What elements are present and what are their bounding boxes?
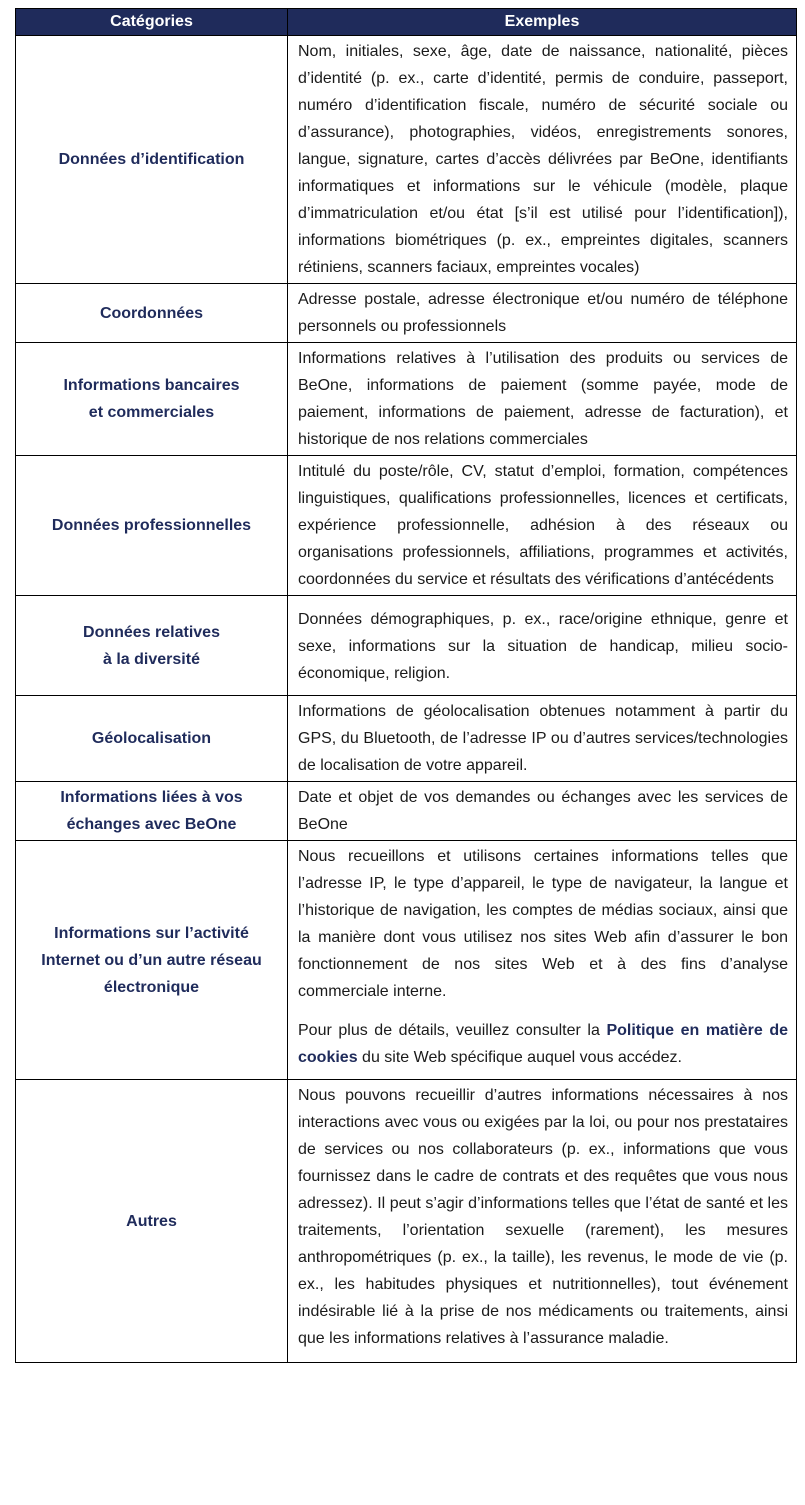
table-row	[16, 841, 797, 1080]
example-cell: Données démographiques, p. ex., race/origine ethnique, genre et sexe, informations sur la situation de handicap, milieu socio-économique, religion.	[288, 596, 797, 696]
header-examples: Exemples	[288, 9, 797, 36]
example-cell: Adresse postale, adresse électronique et/ou numéro de téléphone personnels ou professionnels	[288, 284, 797, 343]
header-categories: Catégories	[16, 9, 288, 36]
table-row	[16, 596, 797, 696]
category-line: à la diversité	[103, 650, 200, 668]
example-paragraph	[298, 1017, 788, 1071]
table-row	[16, 343, 797, 456]
category-cell	[16, 596, 288, 696]
paragraph-text: du site Web spécifique auquel vous accédez.	[357, 1049, 682, 1066]
category-line: Informations sur l’activité	[54, 924, 249, 942]
cookie-policy-link[interactable]: Politique en matière de cookies	[298, 1022, 788, 1066]
category-cell	[16, 343, 288, 456]
category-cell: Autres	[16, 1080, 288, 1363]
category-line: et commerciales	[88, 404, 215, 421]
table-row	[16, 1080, 797, 1363]
category-cell: Données professionnelles	[16, 456, 288, 596]
category-line: électronique	[103, 978, 200, 996]
example-cell: Informations relatives à l’utilisation des produits ou services de BeOne, informations de paiement (somme payée, mode de paiement, informations de paiement, adresse de facturation), et historique de nos relations commerciales	[288, 343, 797, 456]
category-cell: Coordonnées	[16, 284, 288, 343]
example-cell: Nom, initiales, sexe, âge, date de naissance, nationalité, pièces d’identité (p. ex., carte d’identité, permis de conduire, passeport, numéro d’identification fiscale, numéro de sécurité sociale ou d’assurance), photographies, vidéos, enregistrements sonores, langue, signature, cartes d’accès délivrées par BeOne, identifiants informatiques et informations sur le véhicule (modèle, plaque d’immatriculation et/ou état [s’il est utilisé pour l’identification]), informations biométriques (p. ex., empreintes digitales, scanners rétiniens, scanners faciaux, empreintes vocales)	[288, 36, 797, 284]
category-line: Informations liées à vos	[60, 789, 243, 806]
example-cell: Nous pouvons recueillir d’autres informations nécessaires à nos interactions avec vous ou exigées par la loi, ou pour nos prestataires de services ou nos collaborateurs (p. ex., informations que vous fournissez dans le cadre de contrats et des requêtes que vous nous adressez). Il peut s’agir d’informations telles que l’état de santé et les traitements, l’orientation sexuelle (rarement), les mesures anthropométriques (p. ex., la taille), les revenus, le mode de vie (p. ex., les habitudes physiques et nutritionnelles), tout événement indésirable lié à la prise de nos médicaments ou traitements, ainsi que les informations relatives à l’assurance maladie.	[288, 1080, 797, 1363]
table-row	[16, 284, 797, 343]
category-line: Informations bancaires	[63, 377, 240, 394]
category-cell: Données d’identification	[16, 36, 288, 284]
categories-table	[15, 8, 797, 1363]
category-cell: Géolocalisation	[16, 696, 288, 782]
table-row	[16, 782, 797, 841]
category-cell	[16, 782, 288, 841]
header-row	[16, 9, 797, 36]
category-line: Données relatives	[83, 623, 220, 641]
table-row	[16, 696, 797, 782]
category-cell	[16, 841, 288, 1080]
table-row	[16, 36, 797, 284]
category-line: échanges avec BeOne	[66, 816, 237, 833]
example-cell: Informations de géolocalisation obtenues notamment à partir du GPS, du Bluetooth, de l’adresse IP ou d’autres services/technologies de localisation de votre appareil.	[288, 696, 797, 782]
example-paragraph: Nous recueillons et utilisons certaines informations telles que l’adresse IP, le type d’appareil, le type de navigateur, la langue et l’historique de navigation, les comptes de médias sociaux, ainsi que la manière dont vous utilisez nos sites Web afin d’assurer le bon fonctionnement de nos sites Web et à des fins d’analyse commerciale interne.	[298, 848, 788, 1000]
table-row	[16, 456, 797, 596]
example-cell: Date et objet de vos demandes ou échanges avec les services de BeOne	[288, 782, 797, 841]
example-cell	[288, 841, 797, 1080]
category-line: Internet ou d’un autre réseau	[41, 951, 262, 969]
example-cell: Intitulé du poste/rôle, CV, statut d’emploi, formation, compétences linguistiques, qualifications professionnelles, licences et certificats, expérience professionnelle, adhésion à des réseaux ou organisations professionnels, affiliations, programmes et activités, coordonnées du service et résultats des vérifications d’antécédents	[288, 456, 797, 596]
paragraph-text: Pour plus de détails, veuillez consulter la	[298, 1022, 607, 1039]
